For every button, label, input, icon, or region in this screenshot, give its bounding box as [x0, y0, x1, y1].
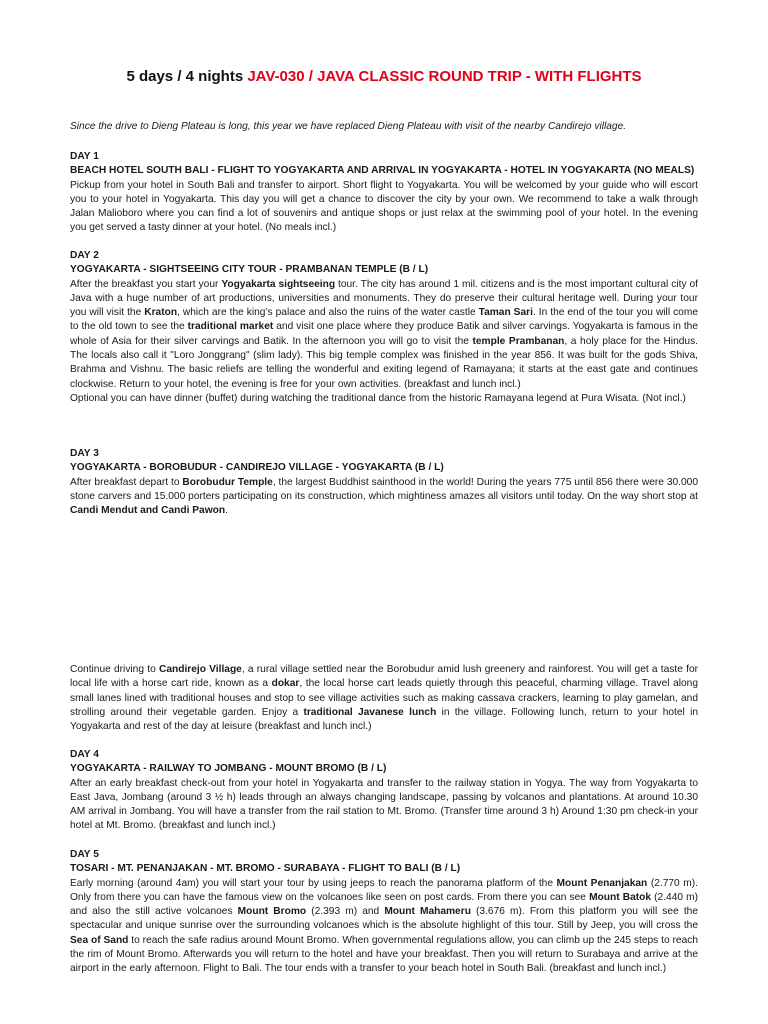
day-description: Continue driving to Candirejo Village, a rural village settled near the Borobudur amid lush greenery and rainforest. You will get a taste for local life with a horse cart ride, known as a dokar, the local horse cart leads quietly through this peaceful, charming village. Travel along small lanes lined with traditional houses and stop to see village activities such as making cassava crackers, learning to play gamelan, and strolling around their vegetable garden. Enjoy a traditional Javanese lunch in the village. Following lunch, return to your hotel in Yogyakarta and rest of the day at leisure (breakfast and lunch incl.)	[70, 664, 699, 733]
day-heading: YOGYAKARTA - RAILWAY TO JOMBANG - MOUNT BROMO (B / L)	[70, 763, 387, 775]
day-description: Early morning (around 4am) you will start your tour by using jeeps to reach the panorama platform of the Mount Penanjakan (2.770 m). Only from there you can have the famous view on the volcanoes like seen on post cards. From there you can see Mount Batok (2.440 m) and also the still active volcanoes Mount Bromo (2.393 m) and Mount Mahameru (3.676 m). From this platform you will see the spectacular and unique sunrise over the surrounding volcanoes which is the absolute highlight of this tour. Still by Jeep, you will cross the Sea of Sand to reach the safe radius around Mount Bromo. When governmental regulations allow, you can climb up the 245 steps to reach the rim of Mount Bromo. Afterwards you will return to the hotel and have your breakfast. Then you will return to Surabaya and arrive at the airport in the early afternoon. Flight to Bali. The tour ends with a transfer to your beach hotel in South Bali. (breakfast and lunch incl.)	[70, 877, 699, 975]
day-2-section	[70, 249, 698, 406]
day-label: DAY 5	[70, 849, 99, 860]
day-description: After the breakfast you start your Yogyakarta sightseeing tour. The city has around 1 mil. citizens and is the most important cultural city of Java with a huge number of art productions, universities and monuments. They do preserve their cultural heritage well. During your tour you will visit the Kraton, which are the king’s palace and also the ruins of the water castle Taman Sari. In the end of the tour you will come to the old town to see the traditional market and visit one place where they produce Batik and silver carvings. Yogyakarta is famous in the whole of Asia for their silver carvings and Batik. In the afternoon you will go to visit the temple Prambanan, a holy place for the Hindus. The locals also call it "Loro Jonggrang" (slim lady). This big temple complex was finished in the year 856. It was built for the gods Shiva, Brahma and Vishnu. The basic reliefs are telling the wonderful and exiting legend of Ramayana; it starts at the east gate and continues clockwise. Return to your hotel, the evening is free for your own activities. (breakfast and lunch incl.)	[70, 278, 698, 390]
title-prefix: 5 days / 4 nights	[126, 68, 248, 85]
day-3-continued	[70, 663, 698, 734]
day-label: DAY 1	[70, 151, 99, 162]
day-heading: YOGYAKARTA - SIGHTSEEING CITY TOUR - PRAMBANAN TEMPLE (B / L)	[70, 264, 429, 276]
day-heading: TOSARI - MT. PENANJAKAN - MT. BROMO - SURABAYA - FLIGHT TO BALI (B / L)	[70, 863, 461, 875]
day-1-section	[70, 150, 698, 236]
day-3-section	[70, 447, 698, 518]
day-4-section	[70, 748, 698, 834]
day-label: DAY 4	[70, 749, 99, 760]
day-description: Pickup from your hotel in South Bali and transfer to airport. Short flight to Yogyakarta. You will be welcomed by your guide who will escort you to your hotel in Yogyakarta. This day you will get a chance to discover the city by your own. We recommend to take a walk through Jalan Malioboro where you can find a lot of souvenirs and antique shops or just relax at the swimming pool of your hotel. In the evening you get served a tasty dinner at your hotel. (No meals incl.)	[70, 179, 698, 234]
day-label: DAY 2	[70, 250, 99, 261]
page-title	[0, 70, 768, 84]
day-description: After an early breakfast check-out from your hotel in Yogyakarta and transfer to the railway station in Yogya. The way from Yogyakarta to East Java, Jombang (around 3 ½ h) leads through an always changing landscape, passing by volcanos and plantations. At around 10.30 AM arrival in Jombang. You will have a transfer from the rail station to Mt. Bromo. (Transfer time around 3 h) Around 1:30 pm check-in your hotel at Mt. Bromo. (breakfast and lunch incl.)	[70, 777, 698, 832]
day-heading: YOGYAKARTA - BOROBUDUR - CANDIREJO VILLAGE - YOGYAKARTA (B / L)	[70, 462, 444, 474]
day-label: DAY 3	[70, 448, 99, 459]
day-heading: BEACH HOTEL SOUTH BALI - FLIGHT TO YOGYAKARTA AND ARRIVAL IN YOGYAKARTA - HOTEL IN YOGYAKARTA (NO MEALS)	[70, 165, 695, 177]
day-optional-note: Optional you can have dinner (buffet) during watching the traditional dance from the historic Ramayana legend at Pura Wisata. (Not incl.)	[70, 392, 686, 404]
title-trip-code: JAV-030 / JAVA CLASSIC ROUND TRIP - WITH FLIGHTS	[247, 68, 642, 85]
day-description: After breakfast depart to Borobudur Temple, the largest Buddhist sainthood in the world! During the years 775 until 856 there were 30.000 stone carvers and 15.000 porters participating on its construction, which mightiness amazes all visitors until today. On the way short stop at Candi Mendut and Candi Pawon.	[70, 476, 698, 517]
intro-note: Since the drive to Dieng Plateau is long, this year we have replaced Dieng Plateau with visit of the nearby Candirejo village.	[70, 121, 627, 132]
day-5-section	[70, 848, 698, 977]
